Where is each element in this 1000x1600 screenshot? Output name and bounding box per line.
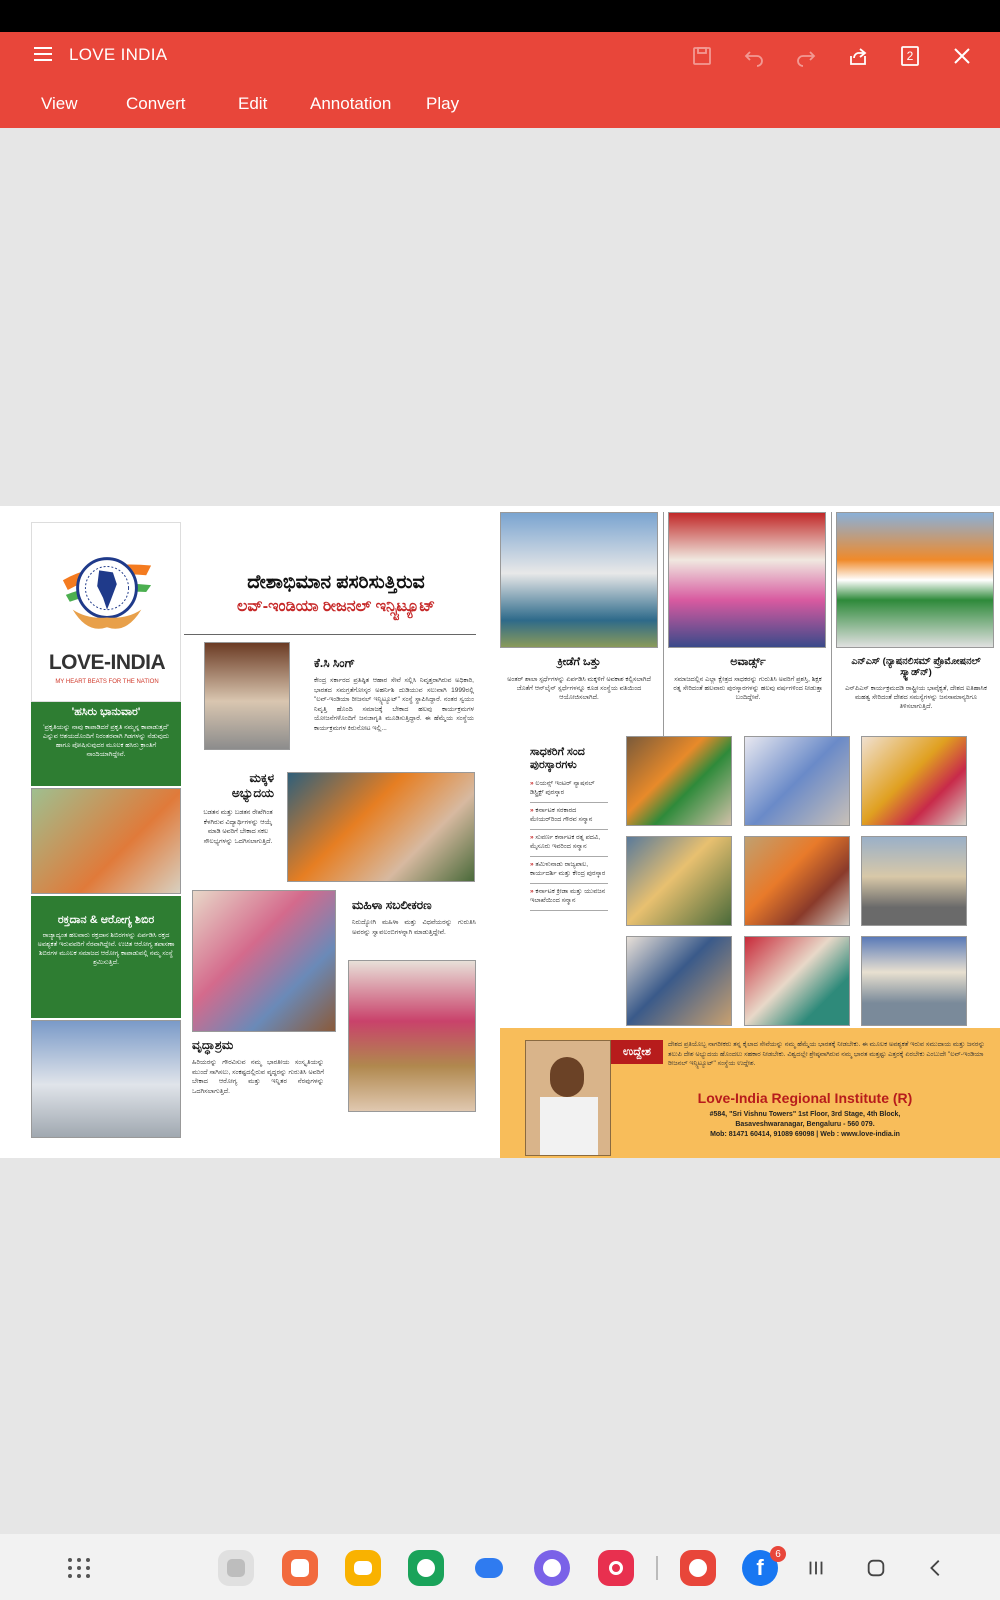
blood-donation-box xyxy=(31,896,181,1018)
page-right[interactable] xyxy=(500,506,1000,1158)
achiever-photo xyxy=(744,836,850,926)
achiever-photo xyxy=(861,736,967,826)
tree-planting-photo xyxy=(31,788,181,894)
achiever-photo xyxy=(744,736,850,826)
children-photo xyxy=(287,772,475,882)
menu-icon[interactable] xyxy=(34,46,56,64)
undo-icon[interactable] xyxy=(740,42,768,70)
list-item: » ಸುವರ್ಣ ಕರ್ನಾಟಕ ರತ್ನ ಪದವಿ, ಮೈಸೂರು ಇವರಿಂದ ಸನ್ಮಾನ xyxy=(530,830,608,857)
close-icon[interactable] xyxy=(948,42,976,70)
achiever-photo xyxy=(626,736,732,826)
tab-edit[interactable]: Edit xyxy=(238,94,268,113)
founder-text: ಕೇಂದ್ರ ಸರ್ಕಾರದ ಪ್ರತಿಷ್ಠಿತ ಆಹಾರ ಸೇವೆ ಸಲ್ಲಿಸಿ ನಿವೃತ್ತರಾಗಿರುವ ಅಧಿಕಾರಿ, ಭಾರತದ ಸಮಗ್ರತೆಗೋಸ್ಕರ ಅಹರ್ನಿಶಿ ದುಡಿಯುವ ಸಲುವಾಗಿ 1999ರಲ್ಲಿ "ಲವ್-ಇಂಡಿಯಾ ರೀಜನಲ್ ಇನ್ಸ್ಟಿಟ್ಯೂಟ್" ಸಂಸ್ಥೆ ಸ್ಥಾಪಿಸಿದ್ದಾರೆ. ನಂತರ ಸ್ವಯಂ ನಿವೃತ್ತಿ ಹೊಂದಿ ಸಮಾಜಕ್ಕೆ ಬೇಕಾದ ಹಲವು ಕಾರ್ಯಕ್ರಮಗಳ ಯೋಜನೆಗಳೊಂದಿಗೆ ಜನಜಾಗೃತಿ ಮೂಡಿಸುತ್ತಿದ್ದಾರೆ. ಈ ಹೆಮ್ಮೆಯ ಸಂಸ್ಥೆಯ ಕಾರ್ಯಕ್ರಮಗಳ ಕಿರುನೋಟ ಇಲ್ಲಿ... xyxy=(314,677,474,732)
tab-convert[interactable]: Convert xyxy=(126,94,186,113)
founder-name: ಕೆ.ಸಿ ಸಿಂಗ್ xyxy=(314,656,355,670)
document-title: LOVE INDIA xyxy=(69,45,168,64)
multi-app-icon[interactable] xyxy=(218,1550,254,1586)
achiever-photo xyxy=(861,836,967,926)
tab-view[interactable]: View xyxy=(41,94,78,113)
nss-caption xyxy=(838,656,994,711)
blood-donation-text: ರಾಜ್ಯಾದ್ಯಂತ ಹಲವಾರು ರಕ್ತದಾನ ಶಿಬಿರಗಳನ್ನು ಏರ್ಪಡಿಸಿ ರಕ್ತದ ಅವಶ್ಯಕತೆ ಇರುವವರಿಗೆ ನೆರವಾಗಿದ್ದೇವೆ. ಉಚಿತ ಆರೋಗ್ಯ ತಪಾಸಣಾ ಶಿಬಿರಗಳ ಮೂಲಕ ಸಮಾಜದ ಆರೋಗ್ಯ ಕಾಪಾಡುವಲ್ಲಿ ನಮ್ಮ ಸಂಸ್ಥೆ ಶ್ರಮಿಸುತ್ತಿದೆ. xyxy=(37,932,175,966)
redo-icon[interactable] xyxy=(792,42,820,70)
back-icon[interactable] xyxy=(922,1554,950,1582)
women-title: ಮಹಿಳಾ ಸಬಲೀಕರಣ xyxy=(352,898,432,912)
oldage-text: ಹಿರಿಯರನ್ನು ಗೌರವಿಸುವ ನಮ್ಮ ಭಾರತೀಯ ಸಂಸ್ಕೃತಿಯನ್ನು ಮುಂದೆ ಸಾಗಿಸಲು, ಸಂಕಷ್ಟದಲ್ಲಿರುವ ವೃದ್ಧರನ್ನು ಗುರುತಿಸಿ ಅವರಿಗೆ ಬೇಕಾದ ಆರೋಗ್ಯ ಮತ್ತು ಇನ್ನಿತರ ನೆರವುಗಳನ್ನು ಒದಗಿಸಲಾಗುತ್ತಿದೆ. xyxy=(192,1059,324,1095)
share-icon[interactable] xyxy=(844,42,872,70)
pdf-app-icon[interactable] xyxy=(680,1550,716,1586)
green-sunday-box xyxy=(31,702,181,786)
women-photo-2 xyxy=(348,960,476,1112)
notes-app-icon[interactable] xyxy=(282,1550,318,1586)
blood-camp-photo xyxy=(31,1020,181,1138)
awards-title: ಅವಾರ್ಡ್ಸ್ xyxy=(730,656,766,668)
children-text: ಬಡತನ ಮತ್ತು ಬಡತನ ರೇಖೆಗಿಂತ ಕೆಳಗಿರುವ ವಿದ್ಯಾರ್ಥಿಗಳನ್ನು ಆಯ್ಕೆ ಮಾಡಿ ಅವರಿಗೆ ಬೇಕಾದ ಸಕಲ ಸೌಲಭ್ಯಗಳನ್ನು ಒದಗಿಸಲಾಗುತ್ತಿದೆ. xyxy=(203,809,273,845)
camera-app-icon[interactable] xyxy=(598,1550,634,1586)
sports-text: ಅಂತರ್ ಶಾಲಾ ಸ್ಪರ್ಧೆಗಳನ್ನು ಏರ್ಪಡಿಸಿ ಮಕ್ಕಳಿಗೆ ಅವಕಾಶ ಕಲ್ಪಿಸಲಾಗಿದೆ ಜೊತೆಗೆ ಆನ್‌ಲೈನ್ ಸ್ಪರ್ಧೆಗಳನ್ನೂ ಕೂಡ ಸಂಸ್ಥೆಯ ವತಿಯಿಂದ ಆಯೋಜಿಸಲಾಗಿದೆ. xyxy=(507,676,651,701)
logo-tagline: MY HEART BEATS FOR THE NATION xyxy=(55,679,159,685)
tab-annotation[interactable]: Annotation xyxy=(310,94,392,113)
logo-text: LOVE-INDIA xyxy=(48,651,166,674)
status-bar xyxy=(0,0,1000,32)
green-sunday-title: 'ಹಸಿರು ಭಾನುವಾರ' xyxy=(71,706,141,718)
awards-photo xyxy=(668,512,826,648)
app-toolbar xyxy=(0,32,1000,128)
save-icon[interactable] xyxy=(688,42,716,70)
home-icon[interactable] xyxy=(862,1554,890,1582)
logo xyxy=(31,522,181,702)
page-left[interactable] xyxy=(0,506,500,1158)
page-count-label: 2 xyxy=(906,49,914,63)
browser-app-icon[interactable] xyxy=(534,1550,570,1586)
objective-banner xyxy=(500,1028,1000,1158)
sports-title: ಕ್ರೀಡೆಗೆ ಒತ್ತು xyxy=(557,656,601,668)
list-item: » ಕರ್ನಾಟಕ ಕ್ರೀಡಾ ಮತ್ತು ಯುವಜನ ಇಲಾಖೆಯಿಂದ ಸನ್ಮಾನ xyxy=(530,884,608,911)
achiever-photo xyxy=(744,936,850,1026)
headline-line-2: ಲವ್-ಇಂಡಿಯಾ ರೀಜನಲ್ ಇನ್ಸ್ಟಿಟ್ಯೂಟ್ xyxy=(236,598,435,615)
files-app-icon[interactable] xyxy=(345,1550,381,1586)
green-sunday-text: 'ಪ್ರಕೃತಿಯನ್ನು ನಾವು ಕಾಪಾಡಿದರೆ ಪ್ರಕೃತಿ ನಮ್ಮನ್ನ ಕಾಪಾಡುತ್ತದೆ' ಎನ್ನುವ ಆಶಯದೊಂದಿಗೆ ನಿರಂತರವಾಗಿ ಗಿಡಗಳನ್ನು ನೆಡುವುದು ಹಾಗೂ ಪೋಷಿಸುವುದರ ಮೂಲಕ ಹಸಿರು ಕ್ರಾಂತಿಗೆ ನಾಂದಿಯಾಗಿದ್ದೇವೆ. xyxy=(42,724,170,758)
list-item: » ಕರ್ನಾಟಕ ಸರಕಾರದ ಮೇಯರ್‌ರಿಂದ ಗೌರವ ಸನ್ಮಾನ xyxy=(530,803,608,830)
objective-text: ದೇಶದ ಪ್ರತಿಯೊಬ್ಬ ನಾಗರೀಕರು ತನ್ನ ಕೈಲಾದ ಸೇವೆಯನ್ನು ನಮ್ಮ ಹೆಮ್ಮೆಯ ಭಾರತಕ್ಕೆ ನೀಡಬೇಕು. ಈ ಮೂಲಕ ಅವಶ್ಯಕತೆ ಇರುವ ಸಮುದಾಯ ಮತ್ತು ಜನರನ್ನು ತಲುಪಿ ದೇಶ ಅಭ್ಯುದಯ ಹೊಂದಲು ಸಹಕಾರ ನೀಡಬೇಕು. ವಿಶ್ವದಲ್ಲೇ ಶ್ರೇಷ್ಠವಾಗಿರುವ ನಮ್ಮ ಭಾರತ ಮತ್ತಷ್ಟು ಎತ್ತರಕ್ಕೆ ಏರಬೇಕು ಎಂಬುದೇ "ಲವ್-ಇಂಡಿಯಾ ರೀಜನಲ್ ಇನ್ಸ್ಟಿಟ್ಯೂಟ್" ಸಂಸ್ಥೆಯ ಉದ್ದೇಶ. xyxy=(668,1041,985,1067)
achiever-photo xyxy=(861,936,967,1026)
list-item: » ತಮಿಳುನಾಡು ರಾಜ್ಯಪಾಲ, ಕಾರ್ಯದರ್ಶಿ ಮತ್ತು ಕೇಂದ್ರ ಪುರಸ್ಕಾರ xyxy=(530,857,608,884)
nss-photo xyxy=(836,512,994,648)
sports-caption xyxy=(500,656,658,702)
address-line-1: #584, "Sri Vishnu Towers" 1st Floor, 3rd Stage, 4th Block, xyxy=(709,1111,901,1118)
sports-photo xyxy=(500,512,658,648)
women-photo-1 xyxy=(192,890,336,1032)
column-divider xyxy=(663,512,664,736)
page-count-icon[interactable] xyxy=(896,42,924,70)
nss-title: ಎನ್‌ಎಸ್ (ನ್ಯಾಷನಲಿಸಮ್ ಪ್ರೊಮೋಷನಲ್ ಸ್ಕ್ವಾಡ್‌ನ್) xyxy=(851,656,981,678)
achiever-photo xyxy=(626,836,732,926)
facebook-glyph: f xyxy=(756,1555,764,1580)
india-emblem-icon xyxy=(58,541,156,639)
children-title: ಮಕ್ಕಳ ಅಭ್ಯುದಯ xyxy=(231,771,274,800)
contact-line: Mob: 81471 60414, 91089 69098 | Web : www.love-india.in xyxy=(710,1131,900,1138)
tab-play[interactable]: Play xyxy=(426,94,460,113)
dock-separator xyxy=(656,1556,658,1580)
founder-photo xyxy=(204,642,290,750)
navigation-bar xyxy=(0,1534,1000,1600)
list-item: » ಲಯನ್ಸ್ ಇಂಟರ್ ನ್ಯಾಷನಲ್ ಡಿಸ್ಟ್ರಿಕ್ಟ್ ಪುರಸ್ಕಾರ xyxy=(530,776,608,803)
speaker-photo xyxy=(525,1040,611,1156)
objective-badge: ಉದ್ದೇಶ xyxy=(611,1040,663,1064)
blood-donation-title: ರಕ್ತದಾನ & ಆರೋಗ್ಯ ಶಿಬಿರ xyxy=(57,914,155,926)
awards-text: ಸಮಾಜದಲ್ಲಿನ ಎಲ್ಲಾ ಕ್ಷೇತ್ರದ ಸಾಧಕರನ್ನು ಗುರುತಿಸಿ ಅವರಿಗೆ ಪ್ರಶಸ್ತಿ, ಶಿಕ್ಷಕ ರತ್ನ ಸೇರಿದಂತೆ ಹಲವಾರು ಪುರಸ್ಕಾರಗಳನ್ನು ಹಲವು ವರ್ಷಗಳಿಂದ ನೀಡುತ್ತಾ ಬಂದಿದ್ದೇವೆ. xyxy=(673,676,823,701)
notification-badge: 6 xyxy=(770,1546,786,1562)
awards-caption xyxy=(670,656,826,702)
achiever-photo xyxy=(626,936,732,1026)
column-divider xyxy=(831,512,832,736)
organization-name: Love-India Regional Institute (R) xyxy=(697,1090,913,1106)
nss-text: ಎನ್‌ಪಿಎಸ್ ಕಾರ್ಯಕ್ರಮದಡಿ ರಾಷ್ಟ್ರೀಯ ಭಾವೈಕ್ಯತೆ, ದೇಶದ ಐತಿಹಾಸಿಕ ಮಹತ್ವ ಸೇರಿದಂತೆ ದೇಶದ ಸಮಸ್ಯೆಗಳನ್ನು ಜನಸಾಮಾನ್ಯರಿಗೂ ತಿಳಿಸಲಾಗುತ್ತಿದೆ. xyxy=(845,685,987,710)
organization-address xyxy=(620,1110,990,1140)
app-drawer-icon[interactable] xyxy=(68,1558,92,1580)
recents-icon[interactable] xyxy=(802,1554,830,1582)
headline xyxy=(186,572,486,616)
achievers-list xyxy=(530,776,608,911)
women-text: ನಿರುದ್ಯೋಗಿ ಮಹಿಳಾ ಮತ್ತು ವಿಧವೆಯರನ್ನು ಗುರುತಿಸಿ ಅವರನ್ನು ಸ್ವಾವಲಂಬಿಗಳನ್ನಾಗಿ ಮಾಡುತ್ತಿದ್ದೇವೆ. xyxy=(352,919,476,936)
oldage-title: ವೃದ್ಧಾಶ್ರಮ xyxy=(192,1038,234,1052)
headline-line-1: ದೇಶಾಭಿಮಾನ ಪಸರಿಸುತ್ತಿರುವ xyxy=(247,572,425,593)
messages-app-icon[interactable] xyxy=(471,1550,507,1586)
call-app-icon[interactable] xyxy=(408,1550,444,1586)
divider xyxy=(184,634,476,635)
document-viewer[interactable] xyxy=(0,128,1000,1534)
address-line-2: Basaveshwaranagar, Bengaluru - 560 079. xyxy=(735,1121,875,1128)
achievers-title: ಸಾಧಕರಿಗೆ ಸಂದ ಪುರಸ್ಕಾರಗಳು xyxy=(530,746,585,771)
